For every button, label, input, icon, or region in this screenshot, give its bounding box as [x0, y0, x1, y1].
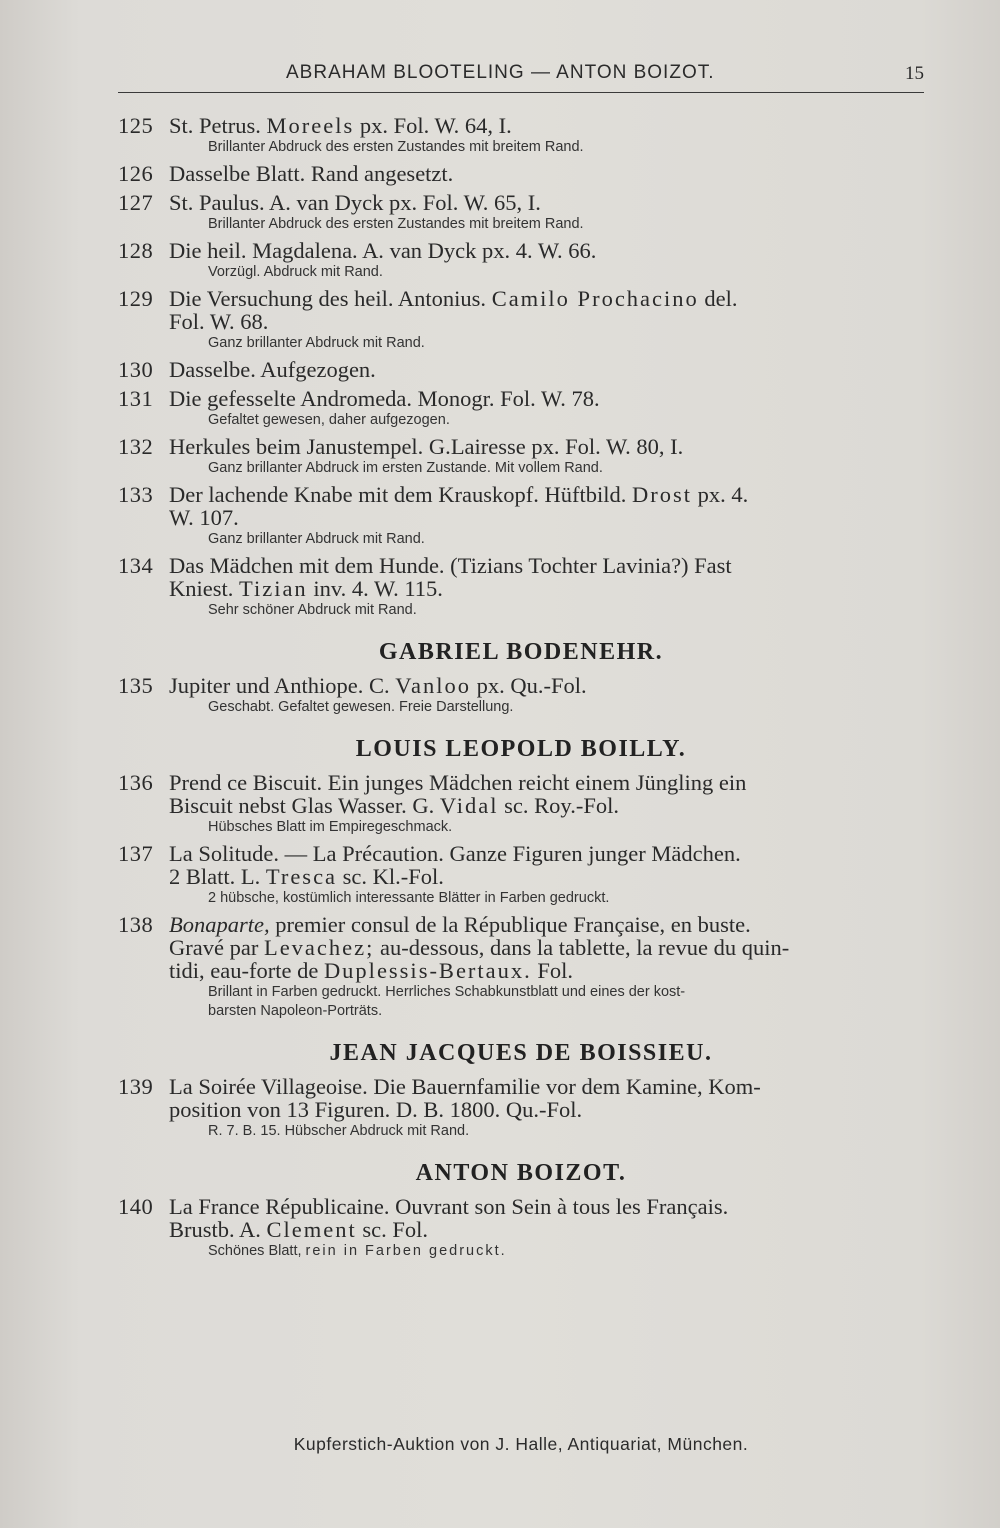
catalog-entry-138: 138 Bonaparte, premier consul de la République Française, en buste. Gravé par Levachez; au-dessous, dans la tablette, la revue du quin- tidi, eau-forte de Duplessis-Bertaux. Fol. Brillant in Farben gedruckt. Herrliches Schabkunstblatt und eines der kost- barsten Napoleon-Porträts.	[118, 913, 924, 1020]
catalog-entry-135: 135 Jupiter und Anthiope. C. Vanloo px. Qu.-Fol. Geschabt. Gefaltet gewesen. Freie Darstellung.	[118, 674, 924, 716]
catalog-entry-127: 127 St. Paulus. A. van Dyck px. Fol. W. 65, I. Brillanter Abdruck des ersten Zustandes mit breitem Rand.	[118, 191, 924, 233]
entry-number: 129	[118, 286, 154, 311]
entry-number: 125	[118, 113, 154, 138]
entry-note-continued: barsten Napoleon-Porträts.	[208, 1003, 383, 1019]
entry-number: 138	[118, 912, 154, 937]
catalog-entry-136: 136 Prend ce Biscuit. Ein junges Mädchen reicht einem Jüngling ein Biscuit nebst Glas Wasser. G. Vidal sc. Roy.-Fol. Hübsches Blatt im Empiregeschmack.	[118, 771, 924, 836]
catalog-entry-140: 140 La France Républicaine. Ouvrant son Sein à tous les Français. Brustb. A. Clement sc. Fol. Schönes Blatt, rein in Farben gedruckt.	[118, 1195, 924, 1260]
header-title: ABRAHAM BLOOTELING — ANTON BOIZOT.	[286, 62, 715, 83]
page-footer: Kupferstich-Auktion von J. Halle, Antiquariat, München.	[293, 1434, 749, 1454]
entry-note: Brillant in Farben gedruckt. Herrliches Schabkunstblatt und eines der kost-	[208, 984, 686, 1000]
catalog-entry-128: 128 Die heil. Magdalena. A. van Dyck px. 4. W. 66. Vorzügl. Abdruck mit Rand.	[118, 239, 924, 281]
entry-number: 128	[118, 238, 154, 263]
entry-note: Schönes Blatt, rein in Farben gedruckt.	[208, 1243, 507, 1259]
catalog-entry-126: 126 Dasselbe Blatt. Rand angesetzt.	[118, 161, 454, 186]
entry-note: Gefaltet gewesen, daher aufgezogen.	[208, 412, 450, 428]
entry-note: Hübsches Blatt im Empiregeschmack.	[208, 819, 453, 835]
catalog-entry-129: 129 Die Versuchung des heil. Antonius. Camilo Prochacino del. Fol. W. 68. Ganz brillanter Abdruck mit Rand.	[118, 287, 924, 352]
catalog-entry-131: 131 Die gefesselte Andromeda. Monogr. Fol. W. 78. Gefaltet gewesen, daher aufgezogen.	[118, 387, 924, 429]
section-heading-boilly: LOUIS LEOPOLD BOILLY.	[355, 736, 687, 762]
section-heading-bodenehr: GABRIEL BODENEHR.	[378, 639, 664, 665]
entry-number: 131	[118, 386, 154, 411]
entry-note: Geschabt. Gefaltet gewesen. Freie Darstellung.	[208, 699, 514, 715]
entry-note: Ganz brillanter Abdruck im ersten Zustande. Mit vollem Rand.	[208, 460, 603, 476]
entry-number: 139	[118, 1074, 154, 1099]
entry-number: 126	[118, 161, 154, 186]
running-header	[118, 62, 924, 93]
entry-note: R. 7. B. 15. Hübscher Abdruck mit Rand.	[208, 1123, 470, 1139]
entry-number: 137	[118, 841, 154, 866]
page-number: 15	[905, 63, 924, 84]
catalog-entry-130: 130 Dasselbe. Aufgezogen.	[118, 357, 376, 382]
catalog-entry-134: 134 Das Mädchen mit dem Hunde. (Tizians Tochter Lavinia?) Fast Kniest. Tizian inv. 4. W. 115. Sehr schöner Abdruck mit Rand.	[118, 554, 924, 619]
entry-number: 135	[118, 673, 154, 698]
entry-number: 132	[118, 434, 154, 459]
entry-note: Brillanter Abdruck des ersten Zustandes mit breitem Rand.	[208, 216, 584, 232]
catalog-entry-137: 137 La Solitude. — La Précaution. Ganze Figuren junger Mädchen. 2 Blatt. L. Tresca sc. Kl.-Fol. 2 hübsche, kostümlich interessante Blätter in Farben gedruckt.	[118, 842, 924, 907]
entry-note: Sehr schöner Abdruck mit Rand.	[208, 602, 417, 618]
entry-note: Ganz brillanter Abdruck mit Rand.	[208, 531, 425, 547]
catalog-entry-139: 139 La Soirée Villageoise. Die Bauernfamilie vor dem Kamine, Kom- position von 13 Figuren. D. B. 1800. Qu.-Fol. R. 7. B. 15. Hübscher Abdruck mit Rand.	[118, 1075, 924, 1140]
entry-number: 130	[118, 357, 154, 382]
entry-number: 127	[118, 190, 154, 215]
section-heading-boissieu: JEAN JACQUES DE BOISSIEU.	[329, 1040, 713, 1066]
entry-number: 133	[118, 482, 154, 507]
catalog-entry-125: 125 St. Petrus. Moreels px. Fol. W. 64, I. Brillanter Abdruck des ersten Zustandes mit breitem Rand.	[118, 114, 924, 156]
entry-note: Ganz brillanter Abdruck mit Rand.	[208, 335, 425, 351]
entry-number: 140	[118, 1194, 154, 1219]
entry-note: Brillanter Abdruck des ersten Zustandes mit breitem Rand.	[208, 139, 584, 155]
section-heading-boizot: ANTON BOIZOT.	[415, 1160, 627, 1186]
entry-note: Vorzügl. Abdruck mit Rand.	[208, 264, 383, 280]
entry-note: 2 hübsche, kostümlich interessante Blätter in Farben gedruckt.	[208, 890, 610, 906]
catalog-entry-133: 133 Der lachende Knabe mit dem Krauskopf. Hüftbild. Drost px. 4. W. 107. Ganz brillanter Abdruck mit Rand.	[118, 483, 924, 548]
catalog-content	[118, 114, 924, 1266]
catalog-entry-132: 132 Herkules beim Janustempel. G.Lairesse px. Fol. W. 80, I. Ganz brillanter Abdruck im ersten Zustande. Mit vollem Rand.	[118, 435, 924, 477]
entry-number: 136	[118, 770, 154, 795]
entry-number: 134	[118, 553, 154, 578]
